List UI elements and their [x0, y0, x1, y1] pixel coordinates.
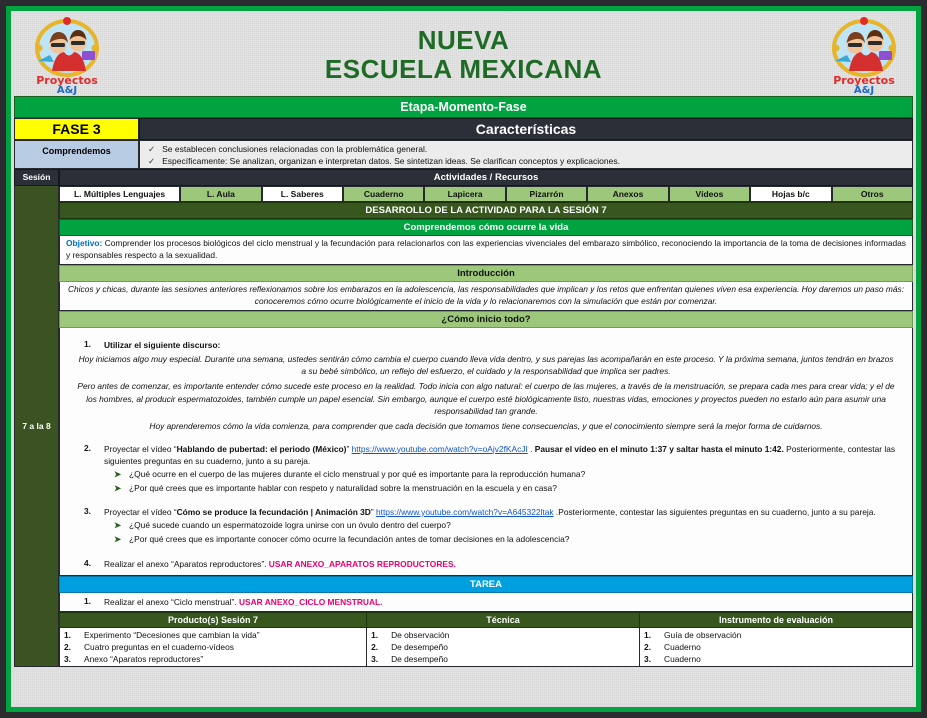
tecnica-cell — [367, 628, 640, 667]
instrumento-text: Guía de observación — [664, 630, 742, 641]
introduccion-text: Chicos y chicas, durante las sesiones anteriores reflexionamos sobre los embarazos en la adolescencia, las responsabilidades que implican y los retos que enfrentan quienes viven esa experiencia. Hoy daremos un paso más: conoceremos cómo ocurre biológicamente el inicio de la vida y lo relacionaremos con la simulación que están por comenzar. — [59, 282, 913, 311]
fase-subtitle: Comprendemos — [14, 140, 139, 169]
list-item — [64, 653, 362, 665]
question-text: ¿Por qué crees que es importante conocer cómo ocurre la fecundación antes de tomar decisiones en la adolescencia? — [129, 533, 570, 544]
item2-mid: . — [527, 443, 535, 454]
document-body — [14, 186, 913, 667]
item-body — [104, 443, 906, 467]
svg-text:Proyectos: Proyectos — [36, 74, 98, 87]
question-text: ¿Qué sucede cuando un espermatozoide logra unirse con un óvulo dentro del cuerpo? — [129, 519, 451, 530]
row-number: 1. — [64, 630, 71, 641]
list-item — [644, 641, 908, 653]
objetivo-label: Objetivo: — [66, 238, 103, 248]
fase-caracteristicas-row — [14, 118, 913, 169]
row-number: 2. — [64, 642, 71, 653]
recurso-otros[interactable]: Otros — [832, 186, 913, 202]
item3-quote-close: ” — [370, 506, 376, 517]
item-body — [104, 506, 906, 518]
row-number: 3. — [371, 654, 379, 665]
item-number: 4. — [84, 557, 91, 568]
discurso-paragraph-2: Pero antes de comenzar, es importante entender cómo sucede este proceso en la realidad. Todo inicia con algo natural: el cuerpo de las mujeres, a través de la menstruación, se prepara cada mes para crear vida; y el de los hombres, al producir espermatozoides, también cumple un papel esencial. Sin embargo, aunque el cuerpo esté biológicamente listo, nuestras vidas, emociones y proyectos pueden no estarlo aún para asumir una responsabilidad tan grande. — [77, 381, 895, 417]
arrow-bullet-icon: ➤ — [114, 468, 122, 479]
tecnica-text: De observación — [391, 630, 450, 641]
item-body — [104, 558, 906, 570]
producto-text: Anexo “Aparatos reproductores” — [84, 654, 204, 665]
recurso-lapicera[interactable]: Lapicera — [424, 186, 505, 202]
item-title: Utilizar el siguiente discurso: — [104, 339, 221, 350]
discurso-paragraph-3: Hoy aprenderemos cómo la vida comienza, para comprender que cada decisión que tomamos tiene consecuencias, y que el conocimiento siempre será la mejor forma de cuidarnos. — [149, 420, 823, 431]
table-row — [60, 628, 913, 667]
tecnica-text: De desempeño — [391, 654, 448, 665]
introduccion-band: Introducción — [59, 265, 913, 282]
actividades-block — [59, 328, 913, 576]
recurso-l-aula[interactable]: L. Aula — [180, 186, 261, 202]
item2-question-1 — [66, 468, 906, 482]
item4-anexo-note: USAR ANEXO_APARATOS REPRODUCTORES. — [268, 558, 456, 569]
recurso-hojas-bc[interactable]: Hojas b/c — [750, 186, 831, 202]
row-number: 1. — [371, 630, 379, 641]
col-productos: Producto(s) Sesión 7 — [60, 613, 367, 628]
caracteristicas-column — [139, 118, 913, 169]
question-text: ¿Qué ocurre en el cuerpo de las mujeres durante el ciclo menstrual y por qué es importante para la reproducción humana? — [129, 468, 586, 479]
recursos-header-row — [59, 186, 913, 202]
item3-video-title: Cómo se produce la fecundación | Animación 3D — [176, 506, 371, 517]
list-item — [644, 653, 908, 665]
caracteristicas-body — [139, 140, 913, 169]
instrumento-text: Cuaderno — [664, 642, 701, 653]
sesion-range-cell: 7 a la 8 — [14, 186, 59, 667]
item3-video-link[interactable]: https://www.youtube.com/watch?v=A645322ltak — [375, 506, 554, 517]
title-line-2: ESCUELA MEXICANA — [324, 54, 603, 84]
tarea-band: TAREA — [59, 576, 913, 593]
recurso-l-saberes[interactable]: L. Saberes — [262, 186, 343, 202]
row-number: 2. — [371, 642, 379, 653]
arrow-bullet-icon: ➤ — [114, 533, 122, 544]
row-number: 3. — [644, 654, 652, 665]
document-frame — [6, 6, 921, 712]
col-tecnica: Técnica — [367, 613, 640, 628]
item2-question-2 — [66, 482, 906, 496]
worksheet-sheet — [14, 14, 913, 704]
item3-post: .Posteriormente, contestar las siguientes preguntas en su cuaderno, junto a su pareja. — [553, 506, 876, 517]
item2-video-link[interactable]: https://www.youtube.com/watch?v=oAjv2fKAcJI — [351, 443, 528, 454]
tarea-anexo-note: USAR ANEXO_CICLO MENSTRUAL. — [238, 596, 383, 607]
item2-quote-close: ” — [346, 443, 352, 454]
tecnica-text: De desempeño — [391, 642, 448, 653]
item2-bold-instruction: Pausar el vídeo en el minuto 1:37 y saltar hasta el minuto 1:42. — [534, 443, 784, 454]
evaluacion-header-row — [60, 613, 913, 628]
title-line-1: NUEVA — [417, 24, 510, 55]
svg-text:Proyectos: Proyectos — [833, 74, 895, 87]
arrow-bullet-icon: ➤ — [114, 482, 122, 493]
producto-text: Cuatro preguntas en el cuaderno-vídeos — [84, 642, 234, 653]
list-item — [371, 629, 635, 641]
objetivo-block — [59, 236, 913, 265]
svg-text:A&J: A&J — [853, 85, 875, 95]
svg-text:A&J: A&J — [56, 85, 78, 95]
discurso-paragraph-1: Hoy iniciamos algo muy especial. Durante una semana, ustedes sentirán cómo cambia el cuerpo cuando lleva vida dentro, y sus parejas las acompañarán en este proceso. Y la próxima semana, juntos tendrán en brazos a su bebé simbólico, un reflejo del esfuerzo, el cuidado y la responsabilidad que implica ser padres. — [78, 353, 894, 377]
item-number: 2. — [84, 442, 91, 453]
objetivo-text: Comprender los procesos biológicos del ciclo menstrual y la fecundación para relacionarlos con las experiencias vivenciales del embarazo simbólico, reconociendo la importancia de la toma de decisiones informadas y responsables respecto a la sexualidad. — [66, 238, 906, 260]
actividad-item-4 — [66, 557, 906, 571]
caracteristica-text: Se establecen conclusiones relacionadas con la problemática general. — [162, 144, 428, 154]
item3-pre: Proyectar el vídeo “ — [104, 506, 177, 517]
desarrollo-subtitle: Comprendemos cómo ocurre la vida — [59, 219, 913, 236]
fase-column — [14, 118, 139, 169]
item-body — [104, 596, 906, 608]
item-number: 1. — [84, 338, 91, 349]
page-title — [325, 26, 602, 84]
caracteristica-text: Específicamente: Se analizan, organizan e interpretan datos. Se sintetizan ideas. Se clarifican conceptos y explicaciones. — [162, 156, 620, 167]
actividades-recursos-label: Actividades / Recursos — [59, 169, 913, 186]
recurso-anexos[interactable]: Anexos — [587, 186, 668, 202]
productos-cell — [60, 628, 367, 667]
list-item — [64, 629, 362, 641]
list-item — [371, 653, 635, 665]
desarrollo-band: DESARROLLO DE LA ACTIVIDAD PARA LA SESIÓN 7 — [59, 202, 913, 219]
item2-post: Posteriormente, contestar las siguientes preguntas en su cuaderno, junto a su pareja. — [104, 443, 896, 466]
check-icon: ✓ — [148, 156, 156, 167]
activity-content — [59, 186, 913, 667]
etapa-momento-fase-band: Etapa-Momento-Fase — [14, 96, 913, 118]
item-number: 3. — [84, 505, 91, 516]
tarea-item-1 — [66, 595, 906, 609]
recurso-pizarron[interactable]: Pizarrón — [506, 186, 587, 202]
como-inicio-band: ¿Cómo inicio todo? — [59, 311, 913, 328]
row-number: 1. — [644, 630, 652, 641]
row-number: 3. — [64, 654, 71, 665]
caracteristicas-header: Características — [139, 118, 913, 140]
document-header — [14, 14, 913, 96]
recurso-cuaderno[interactable]: Cuaderno — [343, 186, 424, 202]
recurso-videos[interactable]: Vídeos — [669, 186, 750, 202]
recurso-l-multiples-lenguajes[interactable]: L. Múltiples Lenguajes — [59, 186, 180, 202]
logo-proyectos-right — [821, 15, 907, 95]
producto-text: Experimento “Decesiones que cambian la vida” — [84, 630, 260, 641]
col-instrumento: Instrumento de evaluación — [640, 613, 913, 628]
tarea-block — [59, 593, 913, 612]
logo-proyectos-left — [24, 15, 110, 95]
item3-question-1 — [66, 519, 906, 533]
fase-badge: FASE 3 — [14, 118, 139, 140]
caracteristica-item — [148, 143, 908, 155]
actividad-item-3 — [66, 505, 906, 519]
tarea-text: Realizar el anexo “Ciclo menstrual”. — [104, 596, 239, 607]
caracteristica-item — [148, 155, 908, 167]
sesion-header-label: Sesión — [14, 169, 59, 186]
arrow-bullet-icon: ➤ — [114, 519, 122, 530]
check-icon: ✓ — [148, 144, 156, 154]
instrumento-cell — [640, 628, 913, 667]
actividad-item-1 — [66, 338, 906, 352]
list-item — [371, 641, 635, 653]
actividad-item-2 — [66, 442, 906, 468]
list-item — [644, 629, 908, 641]
item2-pre: Proyectar el vídeo “ — [104, 443, 177, 454]
item2-video-title: Hablando de pubertad: el periodo (México) — [176, 443, 347, 454]
list-item — [64, 641, 362, 653]
instrumento-text: Cuaderno — [664, 654, 701, 665]
row-number: 2. — [644, 642, 652, 653]
sesion-actividades-header — [14, 169, 913, 186]
item4-text: Realizar el anexo “Aparatos reproductores”. — [104, 558, 269, 569]
item3-question-2 — [66, 533, 906, 547]
question-text: ¿Por qué crees que es importante hablar con respeto y naturalidad sobre la menstruación en la escuela y en casa? — [129, 482, 557, 493]
evaluacion-table — [59, 612, 913, 667]
item-number: 1. — [84, 595, 91, 606]
